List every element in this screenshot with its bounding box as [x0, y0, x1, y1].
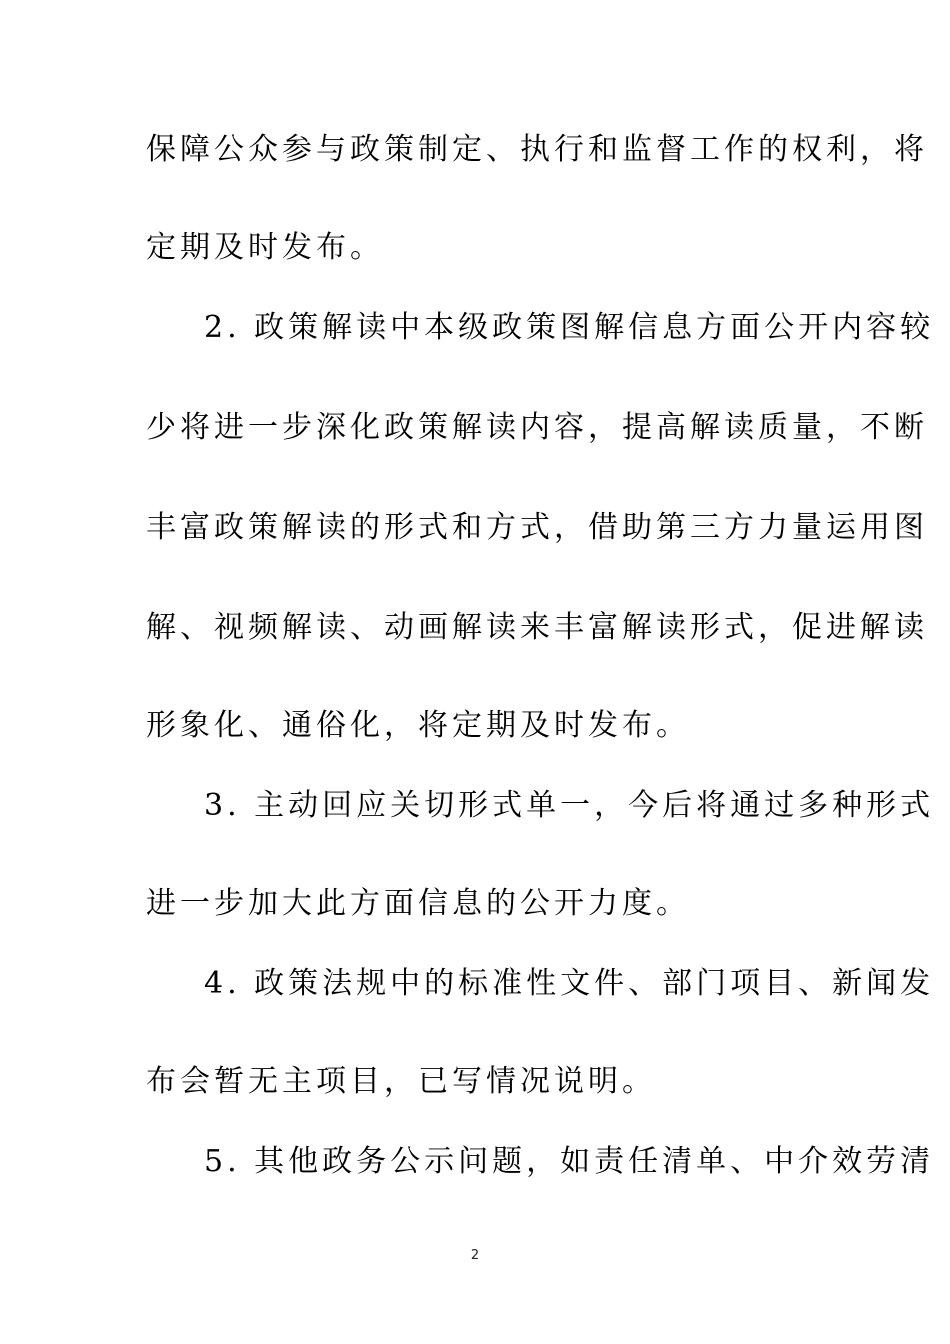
- text-line: 进一步加大此方面信息的公开力度。: [146, 886, 690, 921]
- text-line: 解、视频解读、动画解读来丰富解读形式，促进解读: [146, 610, 928, 645]
- text-line: 定期及时发布。: [146, 230, 384, 265]
- page-number: 2: [470, 1248, 480, 1263]
- text-line: 形象化、通俗化，将定期及时发布。: [146, 708, 690, 743]
- paragraph-item-4: 4. 政策法规中的标准性文件、部门项目、新闻发: [204, 966, 935, 1001]
- paragraph-item-3: 3. 主动回应关切形式单一，今后将通过多种形式: [204, 788, 935, 823]
- paragraph-item-5: 5. 其他政务公示问题，如责任清单、中介效劳清: [204, 1144, 935, 1179]
- text-line: 丰富政策解读的形式和方式，借助第三方力量运用图: [146, 510, 928, 545]
- text-line: 保障公众参与政策制定、执行和监督工作的权利，将: [146, 132, 928, 167]
- paragraph-item-2: 2. 政策解读中本级政策图解信息方面公开内容较: [204, 310, 935, 345]
- text-line: 布会暂无主项目，已写情况说明。: [146, 1064, 656, 1099]
- text-line: 少将进一步深化政策解读内容，提高解读质量，不断: [146, 410, 928, 445]
